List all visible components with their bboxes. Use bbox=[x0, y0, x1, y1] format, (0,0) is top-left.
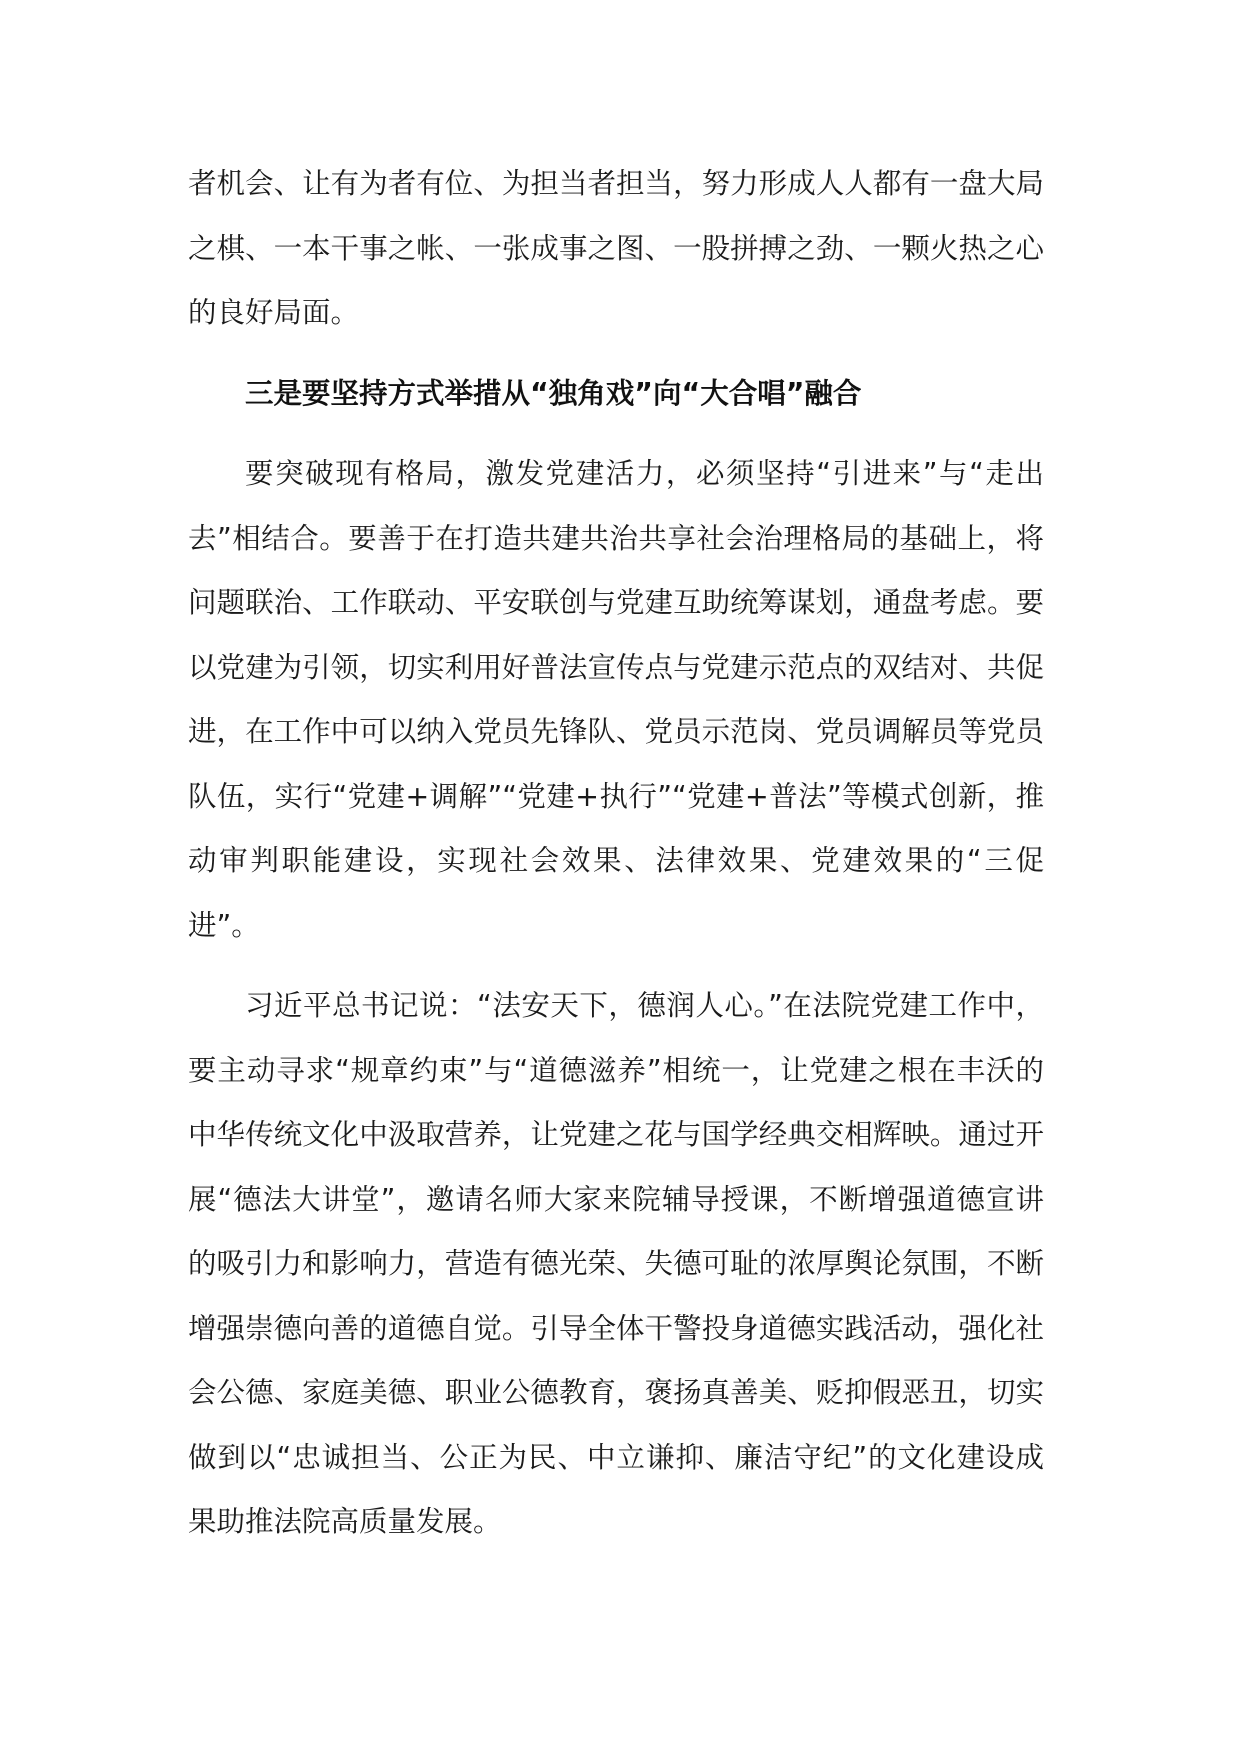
paragraph-continuation: 者机会、让有为者有位、为担当者担当，努力形成人人都有一盘大局之棋、一本干事之帐、一张成事之图、一股拼搏之劲、一颗火热之心的良好局面。 bbox=[188, 167, 1044, 329]
paragraph-party-building-integration: 要突破现有格局，激发党建活力，必须坚持“引进来”与“走出去”相结合。要善于在打造共建共治共享社会治理格局的基础上，将问题联治、工作联动、平安联创与党建互助统筹谋划，通盘考虑。要以党建为引领，切实利用好普法宣传点与党建示范点的双结对、共促进，在工作中可以纳入党员先锋队、党员示范岗、党员调解员等党员队伍，实行“党建+调解”“党建+执行”“党建+普法”等模式创新，推动审判职能建设，实现社会效果、法律效果、党建效果的“三促进”。 bbox=[188, 457, 1044, 942]
paragraph-law-and-virtue: 习近平总书记说：“法安天下，德润人心。”在法院党建工作中，要主动寻求“规章约束”与“道德滋养”相统一，让党建之根在丰沃的中华传统文化中汲取营养，让党建之花与国学经典交相辉映。通过开展“德法大讲堂”，邀请名师大家来院辅导授课，不断增强道德宣讲的吸引力和影响力，营造有德光荣、失德可耻的浓厚舆论氛围，不断增强崇德向善的道德自觉。引导全体干警投身道德实践活动，强化社会公德、家庭美德、职业公德教育，褒扬真善美、贬抑假恶丑，切实做到以“忠诚担当、公正为民、中立谦抑、廉洁守纪”的文化建设成果助推法院高质量发展。 bbox=[188, 989, 1044, 1538]
section-heading: 三是要坚持方式举措从“独角戏”向“大合唱”融合 bbox=[245, 376, 862, 410]
document-body bbox=[188, 152, 1044, 1555]
